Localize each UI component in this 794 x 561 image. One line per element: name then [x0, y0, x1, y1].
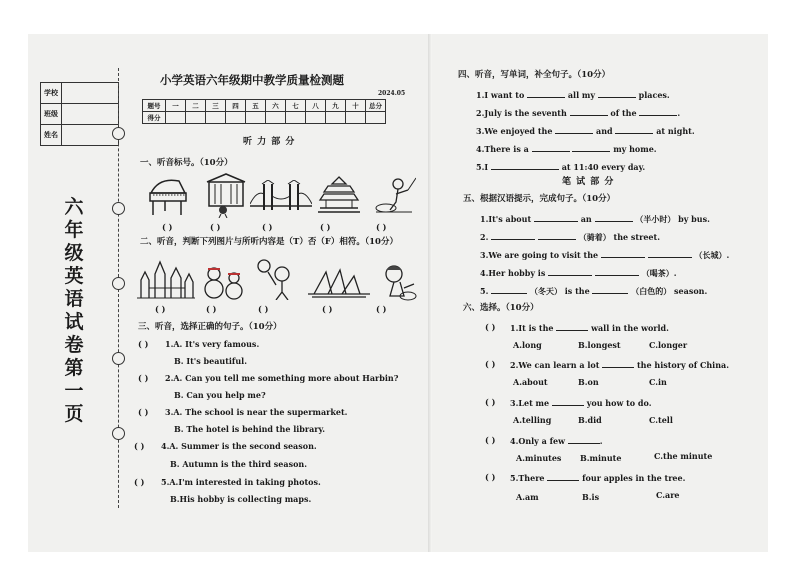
- fill-line: [480, 231, 660, 242]
- option-a: 2.A. Can you tell me something more about Harbin?: [165, 373, 399, 383]
- answer-paren[interactable]: ( ): [134, 477, 145, 487]
- score-cell[interactable]: [306, 112, 326, 124]
- vertical-char: 试: [64, 311, 84, 333]
- line-text: 5.I: [476, 162, 489, 172]
- score-col: 四: [226, 100, 246, 112]
- line-text: 3.We enjoyed the: [476, 126, 553, 136]
- line-text: at 11:40 every day.: [561, 162, 646, 172]
- line-text: （喝茶）.: [641, 268, 677, 278]
- answer-blank[interactable]: [572, 143, 610, 152]
- line-text: my home.: [613, 144, 657, 154]
- answer-paren[interactable]: ( ): [485, 397, 496, 407]
- page-fold: [428, 34, 432, 552]
- line-text: 4.There is a: [476, 144, 529, 154]
- score-cell[interactable]: [206, 112, 226, 124]
- vertical-char: 年: [64, 219, 84, 241]
- answer-blank[interactable]: [595, 213, 633, 222]
- answer-paren[interactable]: ( ): [262, 222, 273, 232]
- question: [510, 359, 729, 370]
- answer-blank[interactable]: [570, 107, 608, 116]
- score-col: 七: [286, 100, 306, 112]
- girl-picture: [378, 262, 420, 302]
- section4-title: 四、听音，写单词，补全句子。（10分）: [458, 70, 611, 80]
- line-text: （长城）.: [694, 250, 730, 260]
- answer-paren[interactable]: ( ): [485, 359, 496, 369]
- section6-title: 六、选择。（10分）: [463, 303, 539, 313]
- option-c: C.tell: [649, 415, 673, 425]
- vertical-char: 第: [64, 357, 84, 379]
- score-cell[interactable]: [326, 112, 346, 124]
- score-col: 十: [346, 100, 366, 112]
- answer-paren[interactable]: ( ): [138, 407, 149, 417]
- name-label: 姓名: [41, 125, 62, 146]
- answer-paren[interactable]: ( ): [485, 435, 496, 445]
- answer-blank[interactable]: [639, 107, 677, 116]
- fill-line: [476, 107, 680, 118]
- line-text: （冬天） is the: [529, 286, 590, 296]
- snowman-picture: [200, 264, 246, 300]
- line-text: an: [580, 214, 592, 224]
- vertical-title: [62, 196, 86, 426]
- score-cell[interactable]: [246, 112, 266, 124]
- question-text: you how to do.: [586, 398, 652, 408]
- option-b: B.on: [578, 377, 599, 387]
- score-col: 八: [306, 100, 326, 112]
- answer-blank[interactable]: [601, 249, 645, 258]
- question-text: 3.Let me: [510, 398, 550, 408]
- question-text: four apples in the tree.: [582, 473, 686, 483]
- line-text: at night.: [656, 126, 695, 136]
- answer-paren[interactable]: ( ): [376, 304, 387, 314]
- line-text: 2.: [480, 232, 489, 242]
- option-a: A.am: [516, 492, 539, 502]
- score-cell[interactable]: [366, 112, 386, 124]
- bridge-picture: [250, 180, 312, 214]
- option-a: 1.A. It's very famous.: [165, 339, 260, 349]
- score-col: 总分: [366, 100, 386, 112]
- question-text: 4.Only a few: [510, 436, 565, 446]
- answer-paren[interactable]: ( ): [206, 304, 217, 314]
- answer-blank[interactable]: [592, 285, 628, 294]
- score-cell[interactable]: [226, 112, 246, 124]
- library-picture: [203, 172, 251, 218]
- score-col: 三: [206, 100, 226, 112]
- piano-picture: [145, 175, 193, 217]
- temple-picture: [318, 176, 360, 216]
- option-a: 3.A. The school is near the supermarket.: [165, 407, 348, 417]
- answer-paren[interactable]: ( ): [155, 304, 166, 314]
- binding-hole: [112, 127, 125, 140]
- binding-hole: [112, 202, 125, 215]
- vertical-char: 六: [64, 196, 84, 218]
- opera-house-picture: [308, 268, 370, 298]
- score-col: 五: [246, 100, 266, 112]
- score-row-label: 题号: [143, 100, 166, 112]
- answer-blank[interactable]: [534, 213, 578, 222]
- vertical-char: 英: [64, 265, 84, 287]
- answer-blank[interactable]: [615, 125, 653, 134]
- option-b: B.is: [582, 492, 600, 502]
- answer-paren[interactable]: ( ): [134, 441, 145, 451]
- line-text: all my: [567, 90, 596, 100]
- option-c: C.are: [656, 490, 680, 500]
- line-text: 5.: [480, 286, 489, 296]
- answer-paren[interactable]: ( ): [320, 222, 331, 232]
- binding-hole: [112, 352, 125, 365]
- fishing-picture: [372, 176, 416, 216]
- line-text: and: [596, 126, 613, 136]
- answer-paren[interactable]: ( ): [138, 339, 149, 349]
- binding-hole: [112, 277, 125, 290]
- option-a: A.telling: [513, 415, 552, 425]
- score-cell[interactable]: [186, 112, 206, 124]
- answer-paren[interactable]: ( ): [485, 472, 496, 482]
- answer-blank[interactable]: [491, 231, 535, 240]
- score-cell[interactable]: [286, 112, 306, 124]
- fill-line: [476, 161, 645, 172]
- section1-title: 一、听音标号。（10分）: [140, 158, 233, 168]
- fill-line: [480, 267, 677, 278]
- question: [510, 397, 652, 408]
- line-text: .: [677, 108, 681, 118]
- listening-header: 听 力 部 分: [243, 137, 296, 147]
- option-a: 5.A.I'm interested in taking photos.: [161, 477, 321, 487]
- option-b: B.did: [578, 415, 602, 425]
- answer-paren[interactable]: ( ): [258, 304, 269, 314]
- option-c: C.longer: [649, 340, 688, 350]
- line-text: 4.Her hobby is: [480, 268, 546, 278]
- option-b: B.His hobby is collecting maps.: [170, 494, 312, 504]
- answer-blank[interactable]: [602, 359, 634, 368]
- option-a: 4.A. Summer is the second season.: [161, 441, 317, 451]
- fill-line: [476, 143, 657, 154]
- answer-blank[interactable]: [547, 472, 579, 481]
- line-text: （骑着） the street.: [578, 232, 660, 242]
- option-c: C.in: [649, 377, 667, 387]
- school-field[interactable]: [62, 83, 119, 104]
- answer-blank[interactable]: [548, 267, 592, 276]
- score-cell[interactable]: [266, 112, 286, 124]
- line-text: 1.It's about: [480, 214, 532, 224]
- line-text: 1.I want to: [476, 90, 525, 100]
- answer-blank[interactable]: [648, 249, 692, 258]
- score-cell[interactable]: [166, 112, 186, 124]
- section2-title: 二、听音，判断下列图片与所听内容是（T）否（F）相符。（10分）: [140, 237, 398, 247]
- option-b: B. Autumn is the third season.: [170, 459, 308, 469]
- answer-blank[interactable]: [532, 143, 570, 152]
- page-title: 小学英语六年级期中教学质量检测题: [160, 73, 344, 87]
- answer-blank[interactable]: [595, 267, 639, 276]
- score-col: 二: [186, 100, 206, 112]
- option-b: B. It's beautiful.: [174, 356, 248, 366]
- answer-blank[interactable]: [555, 125, 593, 134]
- question-text: .: [599, 436, 603, 446]
- fill-line: [480, 213, 710, 224]
- answer-paren[interactable]: ( ): [322, 304, 333, 314]
- answer-paren[interactable]: ( ): [485, 322, 496, 332]
- option-b: B. The hotel is behind the library.: [174, 424, 325, 434]
- question-text: 1.It is the: [510, 323, 554, 333]
- question: [510, 435, 603, 446]
- score-row-label: 得分: [143, 112, 166, 124]
- exam-date: 2024.05: [378, 90, 406, 97]
- score-col: 一: [166, 100, 186, 112]
- volleyball-picture: [256, 258, 300, 300]
- option-b: B. Can you help me?: [174, 390, 266, 400]
- answer-blank[interactable]: [491, 161, 559, 170]
- option-b: B.minute: [580, 453, 622, 463]
- name-field[interactable]: [62, 125, 119, 146]
- score-col: 六: [266, 100, 286, 112]
- vertical-char: 一: [64, 380, 84, 402]
- writing-header: 笔 试 部 分: [562, 177, 615, 187]
- option-a: A.about: [513, 377, 548, 387]
- section5-title: 五、根据汉语提示，完成句子。（10分）: [463, 194, 616, 204]
- answer-blank[interactable]: [527, 89, 565, 98]
- school-label: 学校: [41, 83, 62, 104]
- answer-blank[interactable]: [598, 89, 636, 98]
- answer-blank[interactable]: [538, 231, 576, 240]
- question: [510, 322, 669, 333]
- option-b: B.longest: [578, 340, 621, 350]
- line-text: 3.We are going to visit the: [480, 250, 599, 260]
- fill-line: [476, 125, 695, 136]
- answer-paren[interactable]: ( ): [162, 222, 173, 232]
- option-a: A.long: [513, 340, 542, 350]
- line-text: （半小时） by bus.: [635, 214, 710, 224]
- question: [510, 472, 685, 483]
- class-label: 班级: [41, 104, 62, 125]
- answer-blank[interactable]: [568, 435, 600, 444]
- binding-hole: [112, 427, 125, 440]
- score-cell[interactable]: [346, 112, 366, 124]
- castle-picture: [137, 260, 195, 300]
- question-text: 5.There: [510, 473, 545, 483]
- vertical-char: 页: [64, 403, 84, 425]
- answer-blank[interactable]: [491, 285, 527, 294]
- vertical-char: 卷: [64, 334, 84, 356]
- question-text: 2.We can learn a lot: [510, 360, 600, 370]
- option-a: A.minutes: [516, 453, 562, 463]
- answer-paren[interactable]: ( ): [138, 373, 149, 383]
- score-table: [142, 99, 386, 124]
- class-field[interactable]: [62, 104, 119, 125]
- option-c: C.the minute: [654, 451, 713, 461]
- answer-paren[interactable]: ( ): [210, 222, 221, 232]
- answer-paren[interactable]: ( ): [376, 222, 387, 232]
- vertical-char: 语: [64, 288, 84, 310]
- section3-title: 三、听音，选择正确的句子。（10分）: [138, 322, 282, 332]
- answer-blank[interactable]: [552, 397, 584, 406]
- score-col: 九: [326, 100, 346, 112]
- line-text: 2.July is the seventh: [476, 108, 567, 118]
- student-info-table: [40, 82, 119, 146]
- line-text: places.: [638, 90, 670, 100]
- question-text: wall in the world.: [591, 323, 669, 333]
- answer-blank[interactable]: [556, 322, 588, 331]
- line-text: （白色的） season.: [631, 286, 708, 296]
- question-text: the history of China.: [636, 360, 729, 370]
- line-text: of the: [610, 108, 637, 118]
- fill-line: [480, 249, 729, 260]
- fill-line: [476, 89, 670, 100]
- vertical-char: 级: [64, 242, 84, 264]
- fill-line: [480, 285, 707, 296]
